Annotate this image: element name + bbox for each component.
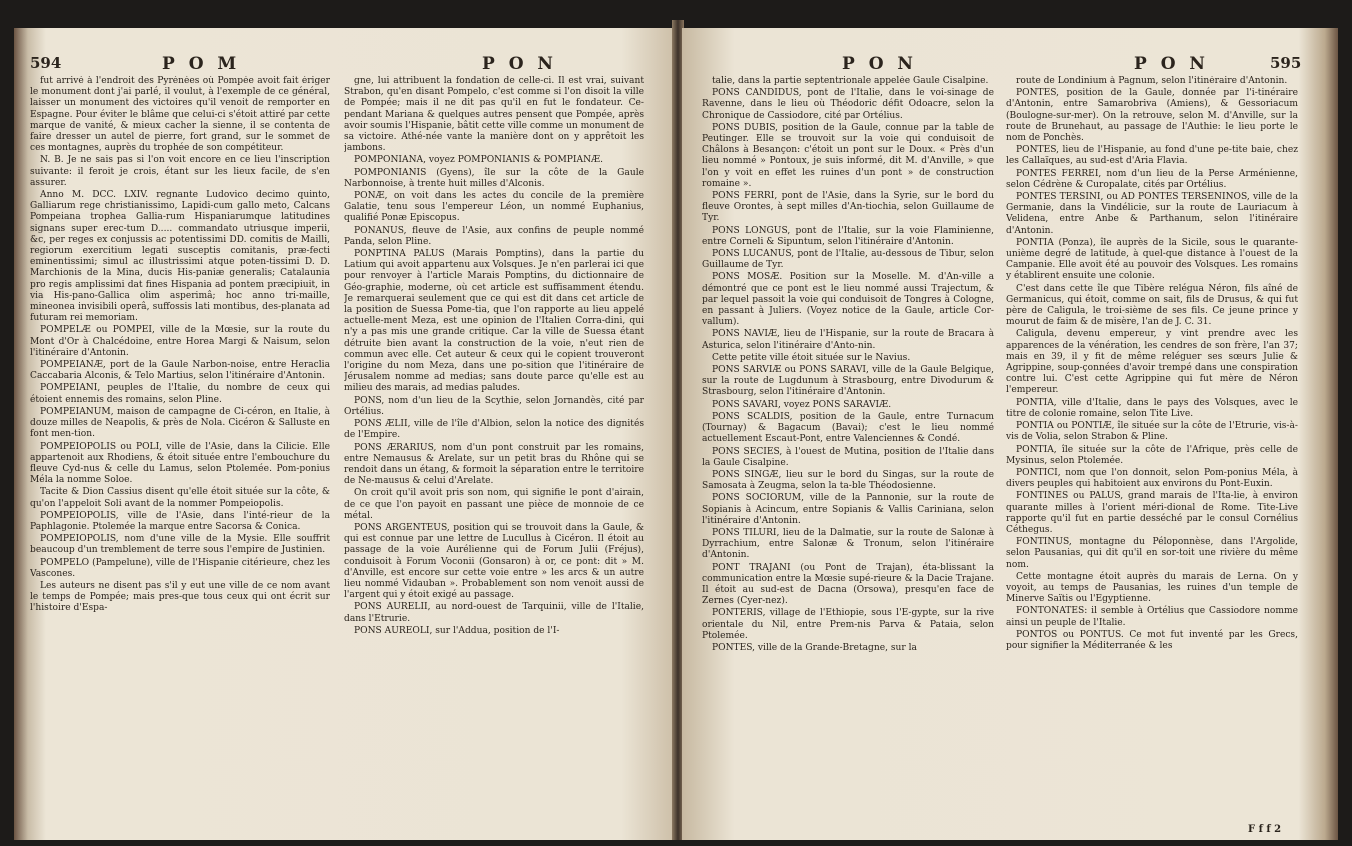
entry-paragraph: N. B. Je ne sais pas si l'on voit encore en ce lieu l'inscription suivante: il feroit je crois, étant sur les lieux facile, de s'en assurer. xyxy=(30,155,330,188)
entry-paragraph: PONTIA, ville d'Italie, dans le pays des Volsques, avec le titre de colonie romaine, selon Tite Live. xyxy=(1006,397,1298,419)
right-column-2 xyxy=(1006,76,1298,824)
left-page-number: 594 xyxy=(30,54,62,72)
right-page xyxy=(682,28,1338,840)
left-running-head-1: P O M xyxy=(162,54,241,74)
entry-paragraph: FONTONATES: il semble à Ortélius que Cassiodore nomme ainsi un peuple de l'Italie. xyxy=(1006,606,1298,628)
entry-paragraph: PONS CANDIDUS, pont de l'Italie, dans le voi-sinage de Ravenne, dans le lieu où Théodoric défit Odoacre, selon la Chronique de Cassiodore, cité par Ortélius. xyxy=(702,88,994,121)
right-page-number: 595 xyxy=(1270,54,1302,72)
entry-paragraph: Caligula, devenu empereur, y vint prendre avec les apparences de la vénération, les cendres de son frère, l'an 37; mais en 39, il y fit de même reléguer ses sœurs Julie & Agrippine, soup-çonnées d'avoir trempé dans une conspiration contre lui. C'est cette Agrippine qui fut mère de Néron l'empereur. xyxy=(1006,329,1298,396)
left-column-2 xyxy=(344,76,644,836)
entry-paragraph: Tacite & Dion Cassius disent qu'elle étoit située sur la côte, & qu'on l'appeloit Soli avant de la nommer Pompeiopolis. xyxy=(30,487,330,509)
left-column-1 xyxy=(30,76,330,836)
entry-paragraph: PONS SINGÆ, lieu sur le bord du Singas, sur la route de Samosata à Zeugma, selon la ta-ble Théodosienne. xyxy=(702,469,994,492)
entry-paragraph: route de Londinium à Pagnum, selon l'itinéraire d'Antonin. xyxy=(1016,76,1288,86)
entry-paragraph: POMPEIANÆ, port de la Gaule Narbon-noise, entre Heraclia Caccabaria Alconis, & Telo Martius, selon l'itinéraire d'Antonin. xyxy=(30,360,330,382)
entry-paragraph: PONS LUCANUS, pont de l'Italie, au-dessous de Tibur, selon Guillaume de Tyr. xyxy=(702,249,994,271)
entry-paragraph: PONS LONGUS, pont de l'Italie, sur la voie Flaminienne, entre Corneli & Sipuntum, selon l'itinéraire d'Antonin. xyxy=(702,225,994,247)
right-column-1 xyxy=(702,76,994,836)
entry-paragraph: POMPELÆ ou POMPEI, ville de la Mœsie, sur la route du Mont d'Or à Chalcédoine, entre Horea Margi & Naisum, selon l'itinéraire d'Antonin. xyxy=(30,325,330,358)
entry-paragraph: PONS, nom d'un lieu de la Scythie, selon Jornandès, cité par Ortélius. xyxy=(344,395,644,417)
entry-paragraph: POMPEIOPOLIS, nom d'une ville de la Mysie. Elle souffrit beaucoup d'un tremblement de terre sous l'empire de Justinien. xyxy=(30,534,330,556)
entry-paragraph: PONANUS, fleuve de l'Asie, aux confins de peuple nommé Panda, selon Pline. xyxy=(344,225,644,247)
left-running-head-2: P O N xyxy=(482,54,557,74)
entry-paragraph: POMPELO (Pampelune), ville de l'Hispanie citérieure, chez les Vascones. xyxy=(30,557,330,579)
entry-paragraph: POMPONIANIS (Gyens), île sur la côte de la Gaule Narbonnoise, à trente huit milles d'Alconis. xyxy=(344,167,644,189)
entry-paragraph: PONÆ, on voit dans les actes du concile de la première Galatie, tenu sous l'empereur Léon, un nommé Euphanius, qualifié Ponæ Episcopus. xyxy=(344,191,644,224)
entry-paragraph: On croit qu'il avoit pris son nom, qui signifie le pont d'airain, de ce que l'on payoit en passant une pièce de monnoie de ce métal. xyxy=(344,488,644,521)
entry-paragraph: PONS SECIES, à l'ouest de Mutina, position de l'Italie dans la Gaule Cisalpine. xyxy=(702,446,994,468)
entry-paragraph: PONTICI, nom que l'on donnoit, selon Pom-ponius Méla, à divers peuples qui habitoient aux environs du Pont-Euxin. xyxy=(1006,467,1298,490)
entry-paragraph: C'est dans cette île que Tibère relégua Néron, fils aîné de Germanicus, qui étoit, comme on sait, fils de Drusus, & qui fut père de Caligula, le troi-sième de ses fils. Ce jeune prince y mourut de faim & de misère, l'an de J. C. 31. xyxy=(1006,283,1298,328)
entry-paragraph: POMPEIANUM, maison de campagne de Ci-céron, en Italie, à douze milles de Neapolis, & près de Nola. Cicéron & Salluste en font men-tion. xyxy=(30,406,330,440)
entry-paragraph: POMPEIANI, peuples de l'Italie, du nombre de ceux qui étoient ennemis des romains, selon Pline. xyxy=(30,383,330,405)
entry-paragraph: PONS AUREOLI, sur l'Addua, position de l'I- xyxy=(354,625,560,636)
entry-paragraph: Anno M. DCC. LXIV. regnante Ludovico decimo quinto, Galliarum rege christianissimo, Lapidi-cum gallo meto, Calcans Pompeiana trophea Gallia-rum Hispaniarumque latitudines signans super erec-tum D..... commandato utriusque imperii, &c, per reges ex conjussis ac potentissimi DD. comitis de Mailli, regiorum exercitium legati susceptis comitanis, præ-fecti eminentissimi; simul ac illustrissimi atque poten-tissimi D. D. Marchionis de la Mina, ducis His-paniæ generalis; Catalaunia pro regis amplissimi dat fines Hispania ad pontem præcipiuit, in via His-pano-Gallica olim asperimâ; hoc anno tri-maille, mineonea invisibili operâ, suffossis lati montibus, des-planata ad futuram rei memoriam. xyxy=(30,190,330,324)
entry-paragraph: PONS NAVIÆ, lieu de l'Hispanie, sur la route de Bracara à Asturica, selon l'itinéraire d'Anto-nin. xyxy=(702,329,994,351)
entry-paragraph: PONS ÆLII, ville de l'île d'Albion, selon la notice des dignités de l'Empire. xyxy=(344,419,644,441)
entry-paragraph: PONTES, lieu de l'Hispanie, au fond d'une pe-tite baie, chez les Callaïques, au sud-est d'Aria Flavia. xyxy=(1006,145,1298,167)
entry-paragraph: PONTES, position de la Gaule, donnée par l'i-tinéraire d'Antonin, entre Samarobriva (Amiens), & Gessoriacum (Boulogne-sur-mer). On la retrouve, selon M. d'Anville, sur la route de Brunehaut, au passage de l'Authie: le lieu porte le nom de Ponchès. xyxy=(1006,88,1298,144)
entry-paragraph: PONS SAVARI, voyez PONS SARAVIÆ. xyxy=(712,399,892,410)
entry-paragraph: PONS SARVIÆ ou PONS SARAVI, ville de la Gaule Belgique, sur la route de Lugdunum à Strasbourg, entre Divodurum & Strasbourg, selon l'itinéraire d'Antonin. xyxy=(702,365,994,398)
entry-paragraph: PONT TRAJANI (ou Pont de Trajan), éta-blissant la communication entre la Mœsie supé-rieure & la Dacie Trajane. Il étoit au sud-est de Dacna (Orsowa), presqu'en face de Zernes (Cyer-nez). xyxy=(702,562,994,607)
entry-paragraph: PONS FERRI, pont de l'Asie, dans la Syrie, sur le bord du fleuve Orontes, à sept milles d'An-tiochia, selon Guillaume de Tyr. xyxy=(702,191,994,224)
entry-paragraph: Les auteurs ne disent pas s'il y eut une ville de ce nom avant le temps de Pompée; mais pres-que tous ceux qui ont écrit sur l'histoire d'Espa- xyxy=(30,580,330,614)
right-running-head-1: P O N xyxy=(842,54,917,74)
entry-paragraph: PONTERIS, village de l'Ethiopie, sous l'E-gypte, sur la rive orientale du Nil, entre Prem-nis Parva & Pataia, selon Ptolemée. xyxy=(702,608,994,641)
entry-paragraph: POMPONIANA, voyez POMPONIANIS & POMPIANÆ. xyxy=(354,155,604,166)
right-running-head-2: P O N xyxy=(1134,54,1209,74)
entry-paragraph: PONPTINA PALUS (Marais Pomptins), dans la partie du Latium qui avoit appartenu aux Volsques. Je n'en parlerai ici que pour renvoyer à l'article Marais Pomptins, du dictionnaire de Géo-graphie, moderne, où cet article est suffisamment étendu. Je remarquerai seulement que ce qui est dit dans cet article de la position de Suessa Pome-tia, que l'on rapporte au lieu appelé actuelle-ment Meza, est une opinion de l'Italien Corra-dini, qui n'y a pas mis une grande critique. Car la ville de Suessa étant détruite bien avant la construction de la voie, n'eut rien de commun avec elle. Cet auteur & ceux qui le copient trouveront l'origine du nom Meza, dans une po-sition que l'itinéraire de Jérusalem nomme ad medias; sans doute parce qu'elle est au milieu des marais, ad medias paludes. xyxy=(344,249,644,394)
entry-paragraph: PONS ARGENTEUS, position qui se trouvoit dans la Gaule, & qui est connue par une lettre de Lucullus à Cicéron. Il étoit au passage de la voie Aurélienne qui de Forum Julii (Fréjus), conduisoit à Forum Voconii (Gonsaron) à or, ce pont: dit » M. d'Anville, est encore sur cette voie entre » les arcs & un autre lieu nommé Vidauban ». Probablement son nom venoit aussi de l'argent qui y étoit exigé au passage. xyxy=(344,522,644,601)
entry-paragraph: PONS SOCIORUM, ville de la Pannonie, sur la route de Sopianis à Acincum, entre Sopianis & Vallis Cariniana, selon l'itinéraire d'Antonin. xyxy=(702,493,994,526)
entry-paragraph: FONTINES ou PALUS, grand marais de l'Ita-lie, à environ quarante milles à l'orient méri-dional de Rome. Tite-Live rapporte qu'il fut en partie desséché par le consul Cornélius Céthegus. xyxy=(1006,491,1298,535)
entry-paragraph: PONTES FERREI, nom d'un lieu de la Perse Arménienne, selon Cédrène & Curopalate, cités par Ortélius. xyxy=(1006,168,1298,190)
entry-paragraph: Cette petite ville étoit située sur le Navius. xyxy=(712,352,911,363)
entry-paragraph: POMPEIOPOLIS, ville de l'Asie, dans l'inté-rieur de la Paphlagonie. Ptolemée la marque entre Sacorsa & Conica. xyxy=(30,510,330,532)
entry-paragraph: PONTIA ou PONTIÆ, île située sur la côte de l'Etrurie, vis-à-vis de Volia, selon Strabon & Pline. xyxy=(1006,421,1298,443)
signature-mark: F f f 2 xyxy=(1248,824,1282,835)
entry-paragraph: PONS SCALDIS, position de la Gaule, entre Turnacum (Tournay) & Bagacum (Bavai); c'est le lieu nommé actuellement Escaut-Pont, entre Valenciennes & Condé. xyxy=(702,411,994,445)
entry-paragraph: gne, lui attribuent la fondation de celle-ci. Il est vrai, suivant Strabon, qu'en disant Pompelo, c'est comme si l'on disoit la ville de Pompée; mais il ne dit pas qu'il en fut le fondateur. Ce-pendant Mariana & quelques autres pensent que Pompée, après avoir soumis l'Hispanie, bâtit cette ville comme un monument de sa victoire. Athé-née vante la manière dont on y apprêtoit les jambons. xyxy=(344,76,644,154)
entry-paragraph: PONTES, ville de la Grande-Bretagne, sur la xyxy=(712,642,917,653)
left-page xyxy=(14,28,674,840)
entry-paragraph: PONS ÆRARIUS, nom d'un pont construit par les romains, entre Nemausus & Arelate, sur un petit bras du Rhône qui se rendoit dans un étang, & formoit la séparation entre le territoire de Ne-mausus & celui d'Arelate. xyxy=(344,442,644,487)
entry-paragraph: PONTIA (Ponza), île auprès de la Sicile, sous le quarante-unième degré de latitude, à quel-que distance à l'ouest de la Campanie. Elle avoit été au pouvoir des Volsques. Les romains y établirent ensuite une colonie. xyxy=(1006,237,1298,282)
entry-paragraph: Cette montagne étoit auprès du marais de Lerna. On y voyoit, au temps de Pausanias, les ruines d'un temple de Minerve Saïtis ou l'Egyptienne. xyxy=(1006,571,1298,605)
entry-paragraph: PONTES TERSINI, ou AD PONTES TERSENINOS, ville de la Germanie, dans la Vindélicie, sur la route de Lauriacum à Velidena, entre Anbe & Parthanum, selon l'itinéraire d'Antonin. xyxy=(1006,192,1298,236)
entry-paragraph: PONTOS ou PONTUS. Ce mot fut inventé par les Grecs, pour signifier la Méditerranée & les xyxy=(1006,629,1298,651)
entry-paragraph: talie, dans la partie septentrionale appelée Gaule Cisalpine. xyxy=(712,76,989,86)
entry-paragraph: POMPEIOPOLIS ou POLI, ville de l'Asie, dans la Cilicie. Elle appartenoit aux Rhodiens, & étoit située entre l'embouchure du fleuve Cyd-nus & celle du Lamus, selon Ptolemée. Pom-ponius Méla la nomme Soloe. xyxy=(30,441,330,486)
entry-paragraph: PONS AURELII, au nord-ouest de Tarquinii, ville de l'Italie, dans l'Etrurie. xyxy=(344,602,644,624)
entry-paragraph: PONS DUBIS, position de la Gaule, connue par la table de Peutinger. Elle se trouvoit sur la voie qui conduisoit de Châlons à Besançon: c'étoit un pont sur le Doux. « Près d'un lieu nommé » Pontoux, je suis informé, dit M. d'Anville, » que l'on y voit en effet les ruines d'un pont » de construction romaine ». xyxy=(702,122,994,189)
entry-paragraph: fut arrivé à l'endroit des Pyrénées où Pompée avoit fait ériger le monument dont j'ai parlé, il voulut, à l'exemple de ce général, laisser un monument des victoires qu'il venoit de remporter en Espagne. Pour éviter le blâme que celui-ci s'étoit attiré par cette marque de vanité, & mieux cacher la sienne, il se contenta de faire dresser un autel de pierre, fort grand, sur le sommet de ces montagnes, auprès du trophée de son compétiteur. xyxy=(30,76,330,154)
entry-paragraph: PONTIA, île située sur la côte de l'Afrique, près celle de Mysinus, selon Ptolemée. xyxy=(1006,444,1298,466)
entry-paragraph: FONTINUS, montagne du Péloponnèse, dans l'Argolide, selon Pausanias, qui dit qu'il en sor-toit une rivière du même nom. xyxy=(1006,537,1298,570)
entry-paragraph: PONS TILURI, lieu de la Dalmatie, sur la route de Salonæ à Dyrrachium, entre Salonæ & Tronum, selon l'itinéraire d'Antonin. xyxy=(702,527,994,561)
entry-paragraph: PONS MOSÆ. Position sur la Moselle. M. d'An-ville a démontré que ce pont est le lieu nommé aussi Trajectum, & par lequel passoit la voie qui conduisoit de Tongres à Cologne, en passant à Juliers. (Voyez notice de la Gaule, article Cor-vallum). xyxy=(702,272,994,328)
